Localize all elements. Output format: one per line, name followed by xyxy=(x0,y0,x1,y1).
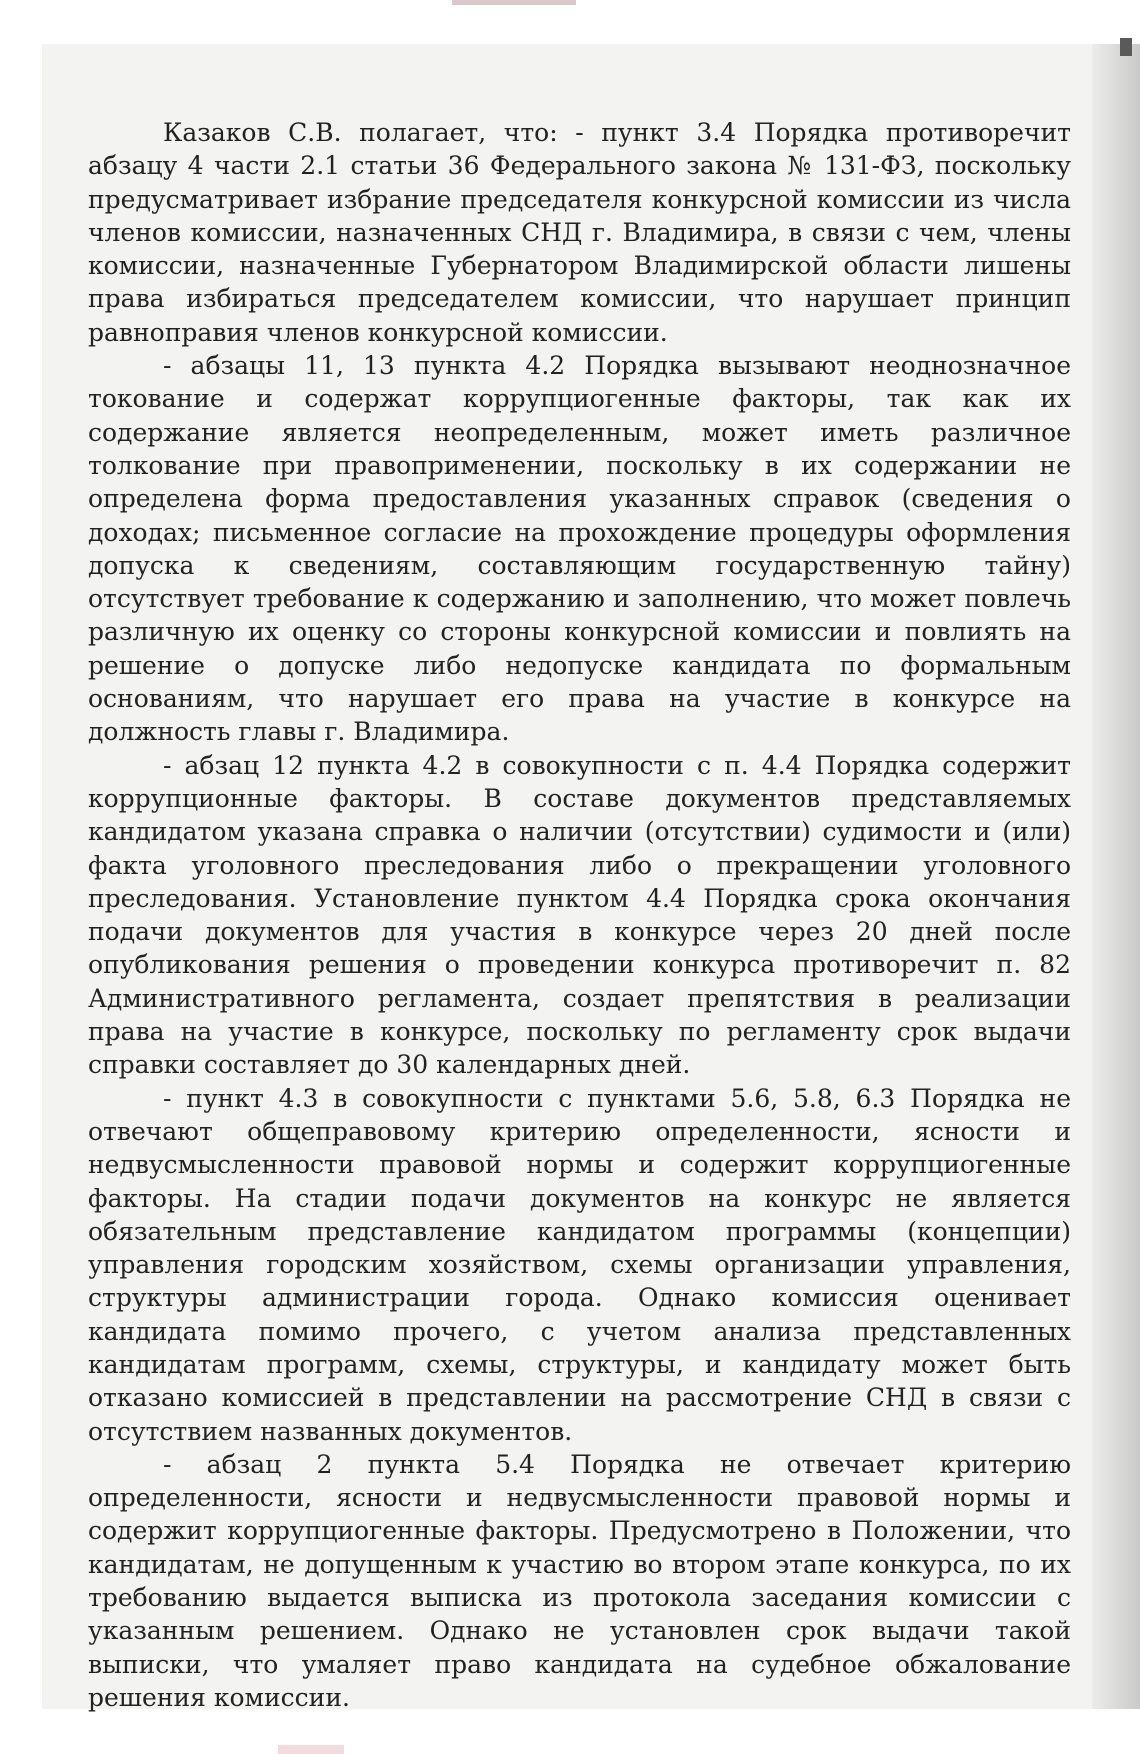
paragraph: - абзац 12 пункта 4.2 в совокупности с п. 4.4 Порядка содержит коррупционные факторы. В составе документов представляемых кандидатом указана справка о наличии (отсутствии) судимости и (или) факта уголовного преследования либо о прекращении уголовного преследования. Установление пунктом 4.4 Порядка срока окончания подачи документов для участия в конкурсе через 20 дней после опубликования решения о проведении конкурса противоречит п. 82 Административного регламента, создает препятствия в реализации права на участие в конкурсе, поскольку по регламенту срок выдачи справки составляет до 30 календарных дней. xyxy=(88,750,1071,1080)
document-body xyxy=(88,116,1071,1714)
paragraph: - пункт 4.3 в совокупности с пунктами 5.6, 5.8, 6.3 Порядка не отвечают общеправовому критерию определенности, ясности и недвусмысленности правовой нормы и содержит коррупциогенные факторы. На стадии подачи документов на конкурс не является обязательным представление кандидатом программы (концепции) управления городским хозяйством, схемы организации управления, структуры администрации города. Однако комиссия оценивает кандидата помимо прочего, с учетом анализа представленных кандидатам программ, схемы, структуры, и кандидату может быть отказано комиссией в представлении на рассмотрение СНД в связи с отсутствием названных документов. xyxy=(88,1083,1071,1446)
bottom-pink-strip xyxy=(278,1745,344,1754)
paragraph: - абзац 2 пункта 5.4 Порядка не отвечает критерию определенности, ясности и недвусмысленности правовой нормы и содержит коррупциогенные факторы. Предусмотрено в Положении, что кандидатам, не допущенным к участию во втором этапе конкурса, по их требованию выдается выписка из протокола заседания комиссии с указанным решением. Однако не установлен срок выдачи такой выписки, что умаляет право кандидата на судебное обжалование решения комиссии. xyxy=(88,1449,1071,1712)
corner-mark xyxy=(1120,38,1132,56)
paragraph: - абзацы 11, 13 пункта 4.2 Порядка вызывают неоднозначное токование и содержат коррупциогенные факторы, так как их содержание является неопределенным, может иметь различное толкование при правоприменении, поскольку в их содержании не определена форма предоставления указанных справок (сведения о доходах; письменное согласие на прохождение процедуры оформления допуска к сведениям, составляющим государственную тайну) отсутствует требование к содержанию и заполнению, что может повлечь различную их оценку со стороны конкурсной комиссии и повлиять на решение о допуске либо недопуске кандидата по формальным основаниям, что нарушает его права на участие в конкурсе на должность главы г. Владимира. xyxy=(88,351,1071,747)
paragraph: Казаков С.В. полагает, что: - пункт 3.4 Порядка противоречит абзацу 4 части 2.1 статьи 36 Федерального закона № 131-ФЗ, поскольку предусматривает избрание председателя конкурсной комиссии из числа членов комиссии, назначенных СНД г. Владимира, в связи с чем, члены комиссии, назначенные Губернатором Владимирской области лишены права избираться председателем комиссии, что нарушает принцип равноправия членов конкурсной комиссии. xyxy=(88,118,1071,347)
page-edge-shadow xyxy=(1092,44,1140,1709)
top-pink-strip xyxy=(452,0,576,5)
